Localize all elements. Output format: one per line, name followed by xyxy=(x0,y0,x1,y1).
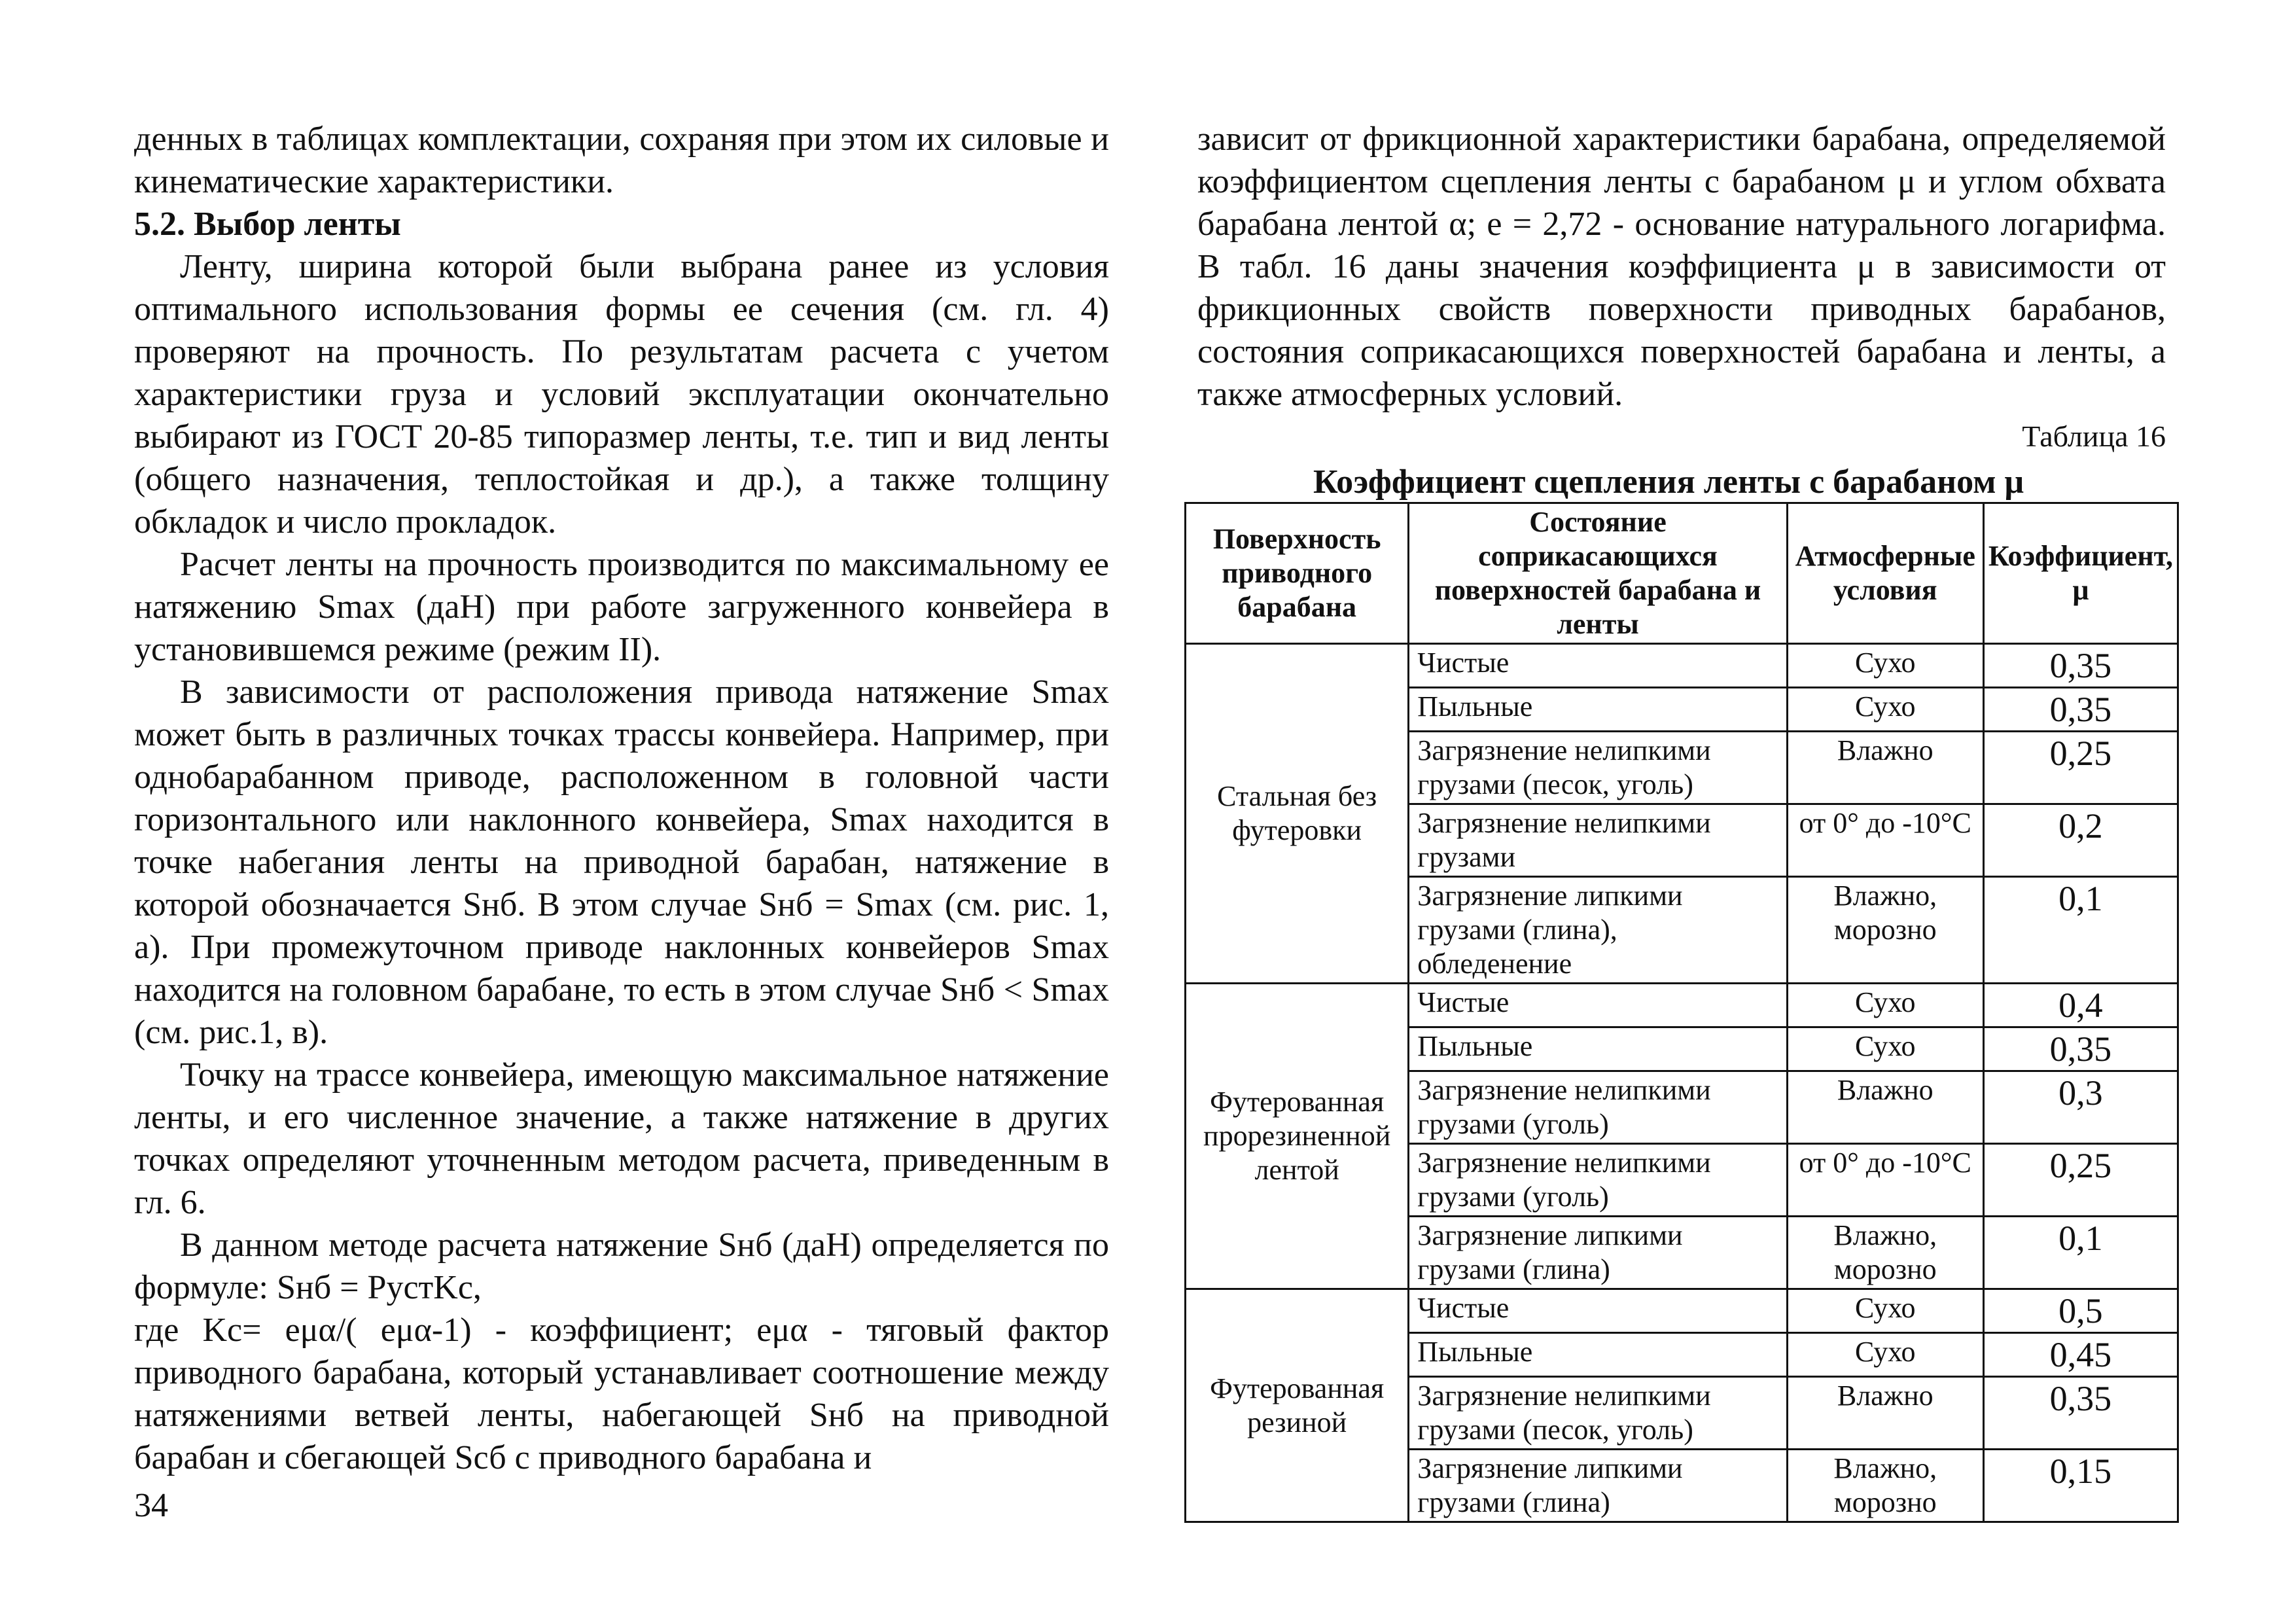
atmosphere-cell: Влажно, морозно xyxy=(1787,1217,1983,1289)
paragraph: зависит от фрикционной характеристики барабана, определяемой коэффициентом сцепления ленты с барабаном μ и углом обхвата барабана лентой α; e = 2,72 - основание натурального логарифма. В табл. 16 даны значения коэффициента μ в зависимости от фрикционных свойств поверхности приводных барабанов, состояния соприкасающихся поверхностей барабана и ленты, а также атмосферных условий. xyxy=(1197,120,2166,413)
paragraph: Расчет ленты на прочность производится по максимальному ее натяжению Smax (даН) при работе загруженного конвейера в установившемся режиме (режим II). xyxy=(134,546,1109,668)
atmosphere-cell: Влажно, морозно xyxy=(1787,1450,1983,1522)
condition-cell: Пыльные xyxy=(1409,688,1787,732)
left-column xyxy=(134,118,1109,1479)
column-header: Состояние соприкасающихся поверхностей барабана и ленты xyxy=(1409,503,1787,644)
atmosphere-cell: Сухо xyxy=(1787,1333,1983,1377)
condition-cell: Загрязнение нелипкими грузами (уголь) xyxy=(1409,1144,1787,1217)
condition-cell: Чистые xyxy=(1409,644,1787,688)
paragraph: Ленту, ширина которой были выбрана ранее из условия оптимального использования формы ее сечения (см. гл. 4) проверяют на прочность. По результатам расчета с учетом характеристики груза и условий эксплуатации окончательно выбирают из ГОСТ 20-85 типоразмер ленты, т.е. тип и вид ленты (общего назначения, теплостойкая и др.), а также толщину обкладок и число прокладок. xyxy=(134,248,1109,541)
column-header: Поверхность приводного барабана xyxy=(1186,503,1409,644)
coefficient-cell: 0,45 xyxy=(1983,1333,2178,1377)
atmosphere-cell: Сухо xyxy=(1787,644,1983,688)
table-row xyxy=(1186,1289,2178,1333)
coefficient-cell: 0,3 xyxy=(1983,1071,2178,1144)
condition-cell: Загрязнение липкими грузами (глина), обледенение xyxy=(1409,877,1787,984)
table-title: Коэффициент сцепления ленты с барабаном μ xyxy=(1313,463,2024,501)
condition-cell: Чистые xyxy=(1409,984,1787,1027)
surface-cell: Футерованная прорезиненной лентой xyxy=(1186,984,1409,1289)
coefficient-cell: 0,25 xyxy=(1983,732,2178,804)
coefficient-table xyxy=(1184,502,2179,1523)
coefficient-cell: 0,35 xyxy=(1983,644,2178,688)
surface-cell: Футерованная резиной xyxy=(1186,1289,1409,1522)
coefficient-cell: 0,5 xyxy=(1983,1289,2178,1333)
table-header-row xyxy=(1186,503,2178,644)
coefficient-cell: 0,15 xyxy=(1983,1450,2178,1522)
condition-cell: Загрязнение нелипкими грузами (песок, уголь) xyxy=(1409,1377,1787,1450)
coefficient-cell: 0,35 xyxy=(1983,688,2178,732)
column-header: Атмосферные условия xyxy=(1787,503,1983,644)
table-body xyxy=(1186,644,2178,1522)
coefficient-cell: 0,25 xyxy=(1983,1144,2178,1217)
condition-cell: Загрязнение липкими грузами (глина) xyxy=(1409,1450,1787,1522)
condition-cell: Загрязнение нелипкими грузами (уголь) xyxy=(1409,1071,1787,1144)
atmosphere-cell: Влажно xyxy=(1787,732,1983,804)
condition-cell: Пыльные xyxy=(1409,1027,1787,1071)
table-row xyxy=(1186,644,2178,688)
coefficient-cell: 0,4 xyxy=(1983,984,2178,1027)
paragraph: где Kc= eμα/( eμα-1) - коэффициент; eμα - тяговый фактор приводного барабана, который устанавливает соотношение между натяжениями ветвей ленты, набегающей Sнб на приводной барабан и сбегающей Sсб с приводного барабана и xyxy=(134,1311,1109,1476)
coefficient-cell: 0,35 xyxy=(1983,1027,2178,1071)
atmosphere-cell: от 0° до -10°С xyxy=(1787,804,1983,877)
paragraph: Точку на трассе конвейера, имеющую максимальное натяжение ленты, и его численное значение, а также натяжение в других точках определяют уточненным методом расчета, приведенным в гл. 6. xyxy=(134,1056,1109,1221)
page-number: 34 xyxy=(134,1487,168,1524)
atmosphere-cell: Влажно xyxy=(1787,1071,1983,1144)
condition-cell: Загрязнение нелипкими грузами xyxy=(1409,804,1787,877)
right-column xyxy=(1197,118,2173,1523)
atmosphere-cell: Сухо xyxy=(1787,688,1983,732)
paragraph: В данном методе расчета натяжение Sнб (даН) определяется по формуле: Sнб = PустKc, xyxy=(134,1226,1109,1306)
section-heading: 5.2. Выбор ленты xyxy=(134,205,401,243)
atmosphere-cell: Влажно, морозно xyxy=(1787,877,1983,984)
table-row xyxy=(1186,984,2178,1027)
condition-cell: Пыльные xyxy=(1409,1333,1787,1377)
paragraph: В зависимости от расположения привода натяжение Smax может быть в различных точках трассы конвейера. Например, при однобарабанном приводе, расположенном в головной части горизонтального или наклонного конвейера, Smax находится в точке набегания ленты на приводной барабан, натяжение в которой обозначается Sнб. В этом случае Sнб = Smax (см. рис. 1, а). При промежуточном приводе наклонных конвейеров Smax находится на головном барабане, то есть в этом случае Sнб < Smax (см. рис.1, в). xyxy=(134,673,1109,1051)
condition-cell: Загрязнение нелипкими грузами (песок, уголь) xyxy=(1409,732,1787,804)
atmosphere-cell: Сухо xyxy=(1787,1027,1983,1071)
coefficient-cell: 0,35 xyxy=(1983,1377,2178,1450)
column-header: Коэффициент, μ xyxy=(1983,503,2178,644)
paragraph: денных в таблицах комплектации, сохраняя при этом их силовые и кинематические характеристики. xyxy=(134,120,1109,200)
condition-cell: Загрязнение липкими грузами (глина) xyxy=(1409,1217,1787,1289)
atmosphere-cell: Влажно xyxy=(1787,1377,1983,1450)
surface-cell: Стальная без футеровки xyxy=(1186,644,1409,984)
coefficient-cell: 0,1 xyxy=(1983,1217,2178,1289)
condition-cell: Чистые xyxy=(1409,1289,1787,1333)
atmosphere-cell: Сухо xyxy=(1787,984,1983,1027)
table-label: Таблица 16 xyxy=(2022,419,2166,453)
coefficient-cell: 0,2 xyxy=(1983,804,2178,877)
atmosphere-cell: от 0° до -10°С xyxy=(1787,1144,1983,1217)
atmosphere-cell: Сухо xyxy=(1787,1289,1983,1333)
coefficient-cell: 0,1 xyxy=(1983,877,2178,984)
